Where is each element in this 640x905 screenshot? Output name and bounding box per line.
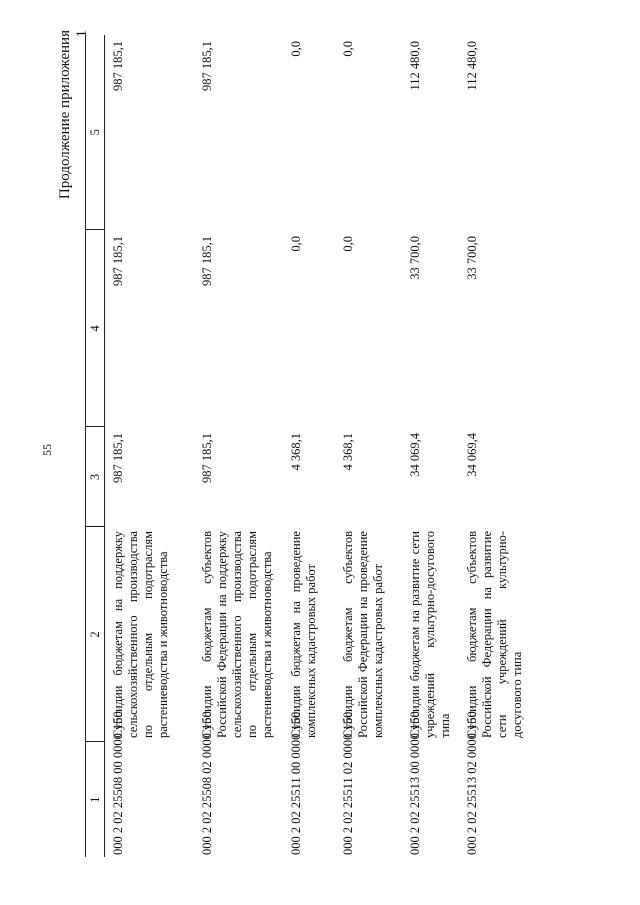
value-col-5: 0,0 bbox=[289, 41, 303, 57]
value-col-3: 34 069,4 bbox=[465, 433, 479, 477]
value-col-3: 987 185,1 bbox=[111, 433, 125, 483]
table-row bbox=[105, 35, 195, 857]
budget-table bbox=[85, 35, 531, 857]
column-header-2: 2 bbox=[86, 527, 105, 742]
budget-code: 000 2 02 25508 00 0000 150 bbox=[111, 711, 125, 855]
value-col-4: 0,0 bbox=[289, 236, 303, 252]
value-col-3: 987 185,1 bbox=[200, 433, 214, 483]
column-header-3: 3 bbox=[86, 427, 105, 527]
column-header-5: 5 bbox=[86, 35, 105, 230]
table-row bbox=[194, 35, 283, 857]
table-row bbox=[283, 35, 335, 857]
value-col-5: 987 185,1 bbox=[200, 41, 214, 91]
table-row bbox=[402, 35, 459, 857]
row-description: Субсидии бюджетам субъектов Российской Федерации на поддержку сельскохозяйственного производства по отдельным подотраслям растениеводства и животноводства bbox=[200, 531, 274, 738]
row-description: Субсидии бюджетам субъектов Российской Федерации на проведение комплексных кадастровых работ bbox=[341, 531, 385, 738]
value-col-5: 112 480,0 bbox=[465, 41, 479, 91]
column-header-1: 1 bbox=[86, 742, 105, 857]
value-col-3: 34 069,4 bbox=[408, 433, 422, 477]
budget-code: 000 2 02 25513 02 0000 150 bbox=[465, 711, 479, 855]
value-col-5: 0,0 bbox=[341, 41, 355, 57]
table-row bbox=[335, 35, 402, 857]
value-col-3: 4 368,1 bbox=[341, 433, 355, 471]
table-row bbox=[459, 35, 531, 857]
row-description: Субсидии бюджетам субъектов Российской Федерации на развитие сети учреждений культурно-досугового типа bbox=[465, 531, 524, 738]
budget-code: 000 2 02 25513 00 0000 150 bbox=[408, 711, 422, 855]
budget-code: 000 2 02 25511 02 0000 150 bbox=[341, 711, 355, 855]
row-description: Субсидии бюджетам на развитие сети учреждений культурно-досугового типа bbox=[408, 531, 452, 738]
value-col-4: 33 700,0 bbox=[408, 236, 422, 280]
page-number: 55 bbox=[40, 444, 54, 456]
appendix-caption: Продолжение приложения 1 bbox=[57, 30, 90, 200]
value-col-4: 0,0 bbox=[341, 236, 355, 252]
value-col-5: 112 480,0 bbox=[408, 41, 422, 91]
budget-code: 000 2 02 25508 02 0000 150 bbox=[200, 711, 214, 855]
row-description: Субсидии бюджетам на поддержку сельскохозяйственного производства по отдельным подотраслям растениеводства и животноводства bbox=[111, 531, 170, 738]
budget-code: 000 2 02 25511 00 0000 150 bbox=[289, 711, 303, 855]
value-col-5: 987 185,1 bbox=[111, 41, 125, 91]
header-row bbox=[86, 35, 105, 857]
row-description: Субсидии бюджетам на проведение комплексных кадастровых работ bbox=[289, 531, 318, 738]
value-col-3: 4 368,1 bbox=[289, 433, 303, 471]
value-col-4: 33 700,0 bbox=[465, 236, 479, 280]
value-col-4: 987 185,1 bbox=[200, 236, 214, 286]
column-header-4: 4 bbox=[86, 230, 105, 427]
value-col-4: 987 185,1 bbox=[111, 236, 125, 286]
